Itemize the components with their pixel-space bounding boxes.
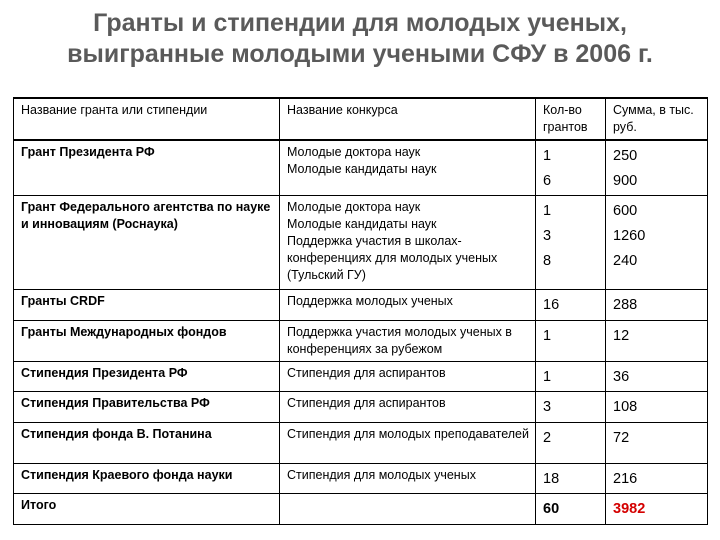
- sum-value: 900: [613, 173, 638, 189]
- count-cell: [536, 196, 606, 290]
- contest-line: Молодые кандидаты наук: [287, 162, 437, 176]
- count-value: 1: [543, 368, 552, 385]
- sum-cell: [606, 140, 708, 196]
- contest-line: Стипендия для аспирантов: [287, 396, 446, 411]
- count-value: 1: [543, 203, 552, 220]
- sum-value: 36: [613, 368, 630, 385]
- table-row: [14, 140, 708, 196]
- sum-cell: [606, 361, 708, 392]
- header-count: Кол-во грантов: [536, 98, 606, 140]
- total-sum: 3982: [606, 494, 708, 525]
- count-cell: [536, 290, 606, 321]
- table-row: [14, 463, 708, 494]
- grant-name-cell: Стипендия Правительства РФ: [14, 392, 280, 423]
- contest-line: Поддержка участия молодых ученых в конференциях за рубежом: [287, 324, 516, 356]
- count-cell: [536, 463, 606, 494]
- header-contest-name: Название конкурса: [280, 98, 536, 140]
- grant-name-cell: Стипендия фонда В. Потанина: [14, 422, 280, 463]
- sum-value: 600: [613, 203, 638, 220]
- contest-line: Молодые доктора наук: [287, 145, 421, 159]
- total-row: [14, 494, 708, 525]
- count-value: 8: [543, 253, 552, 270]
- contest-line: Поддержка молодых ученых: [287, 294, 453, 309]
- contest-name-cell: [280, 140, 536, 196]
- sum-value: 250: [613, 148, 638, 164]
- sum-cell: [606, 196, 708, 290]
- total-label: Итого: [14, 494, 280, 525]
- contest-name-cell: [280, 463, 536, 494]
- count-value: 3: [543, 228, 552, 245]
- sum-value: 288: [613, 297, 638, 314]
- contest-line: Стипендия для аспирантов: [287, 365, 446, 380]
- count-value: 1: [543, 148, 552, 164]
- sum-value: 72: [613, 429, 630, 446]
- count-value: 3: [543, 399, 552, 416]
- count-cell: [536, 361, 606, 392]
- contest-name-cell: [280, 320, 536, 361]
- contest-line: Стипендия для молодых преподавателей: [287, 426, 529, 441]
- count-cell: [536, 422, 606, 463]
- sum-value: 240: [613, 253, 638, 270]
- count-cell: [536, 320, 606, 361]
- grants-table: [13, 97, 708, 525]
- grant-name-cell: Гранты Международных фондов: [14, 320, 280, 361]
- grant-name-cell: Гранты CRDF: [14, 290, 280, 321]
- contest-name-cell: [280, 196, 536, 290]
- count-value: 6: [543, 173, 552, 189]
- sum-cell: [606, 463, 708, 494]
- count-value: 1: [543, 327, 552, 344]
- total-count: 60: [536, 494, 606, 525]
- table-row: [14, 392, 708, 423]
- grant-name-cell: Стипендия Президента РФ: [14, 361, 280, 392]
- count-value: 16: [543, 297, 560, 314]
- sum-cell: [606, 392, 708, 423]
- sum-cell: [606, 422, 708, 463]
- header-grant-name: Название гранта или стипендии: [14, 98, 280, 140]
- count-cell: [536, 392, 606, 423]
- title-line-2: выигранные молодыми учеными СФУ в 2006 г.: [67, 40, 653, 68]
- contest-line: Поддержка участия в школах-конференциях для молодых ученых (Тульский ГУ): [287, 234, 501, 283]
- table-row: [14, 290, 708, 321]
- sum-cell: [606, 320, 708, 361]
- count-cell: [536, 140, 606, 196]
- grant-name-cell: Стипендия Краевого фонда науки: [14, 463, 280, 494]
- sum-value: 108: [613, 399, 638, 416]
- contest-name-cell: [280, 422, 536, 463]
- contest-name-cell: [280, 392, 536, 423]
- table-row: [14, 361, 708, 392]
- table-row: [14, 422, 708, 463]
- count-value: 18: [543, 470, 560, 487]
- contest-line: Молодые доктора наук: [287, 200, 421, 215]
- sum-value: 216: [613, 470, 638, 487]
- sum-value: 12: [613, 327, 630, 344]
- header-sum: Сумма, в тыс. руб.: [606, 98, 708, 140]
- contest-line: Стипендия для молодых ученых: [287, 467, 476, 482]
- table-row: [14, 196, 708, 290]
- table-header-row: [14, 98, 708, 140]
- sum-cell: [606, 290, 708, 321]
- contest-name-cell: [280, 361, 536, 392]
- table-row: [14, 320, 708, 361]
- count-value: 2: [543, 429, 552, 446]
- sum-value: 1260: [613, 228, 646, 245]
- total-contest: [280, 494, 536, 525]
- title-line-1: Гранты и стипендии для молодых ученых,: [93, 9, 627, 37]
- grant-name-cell: Грант Федерального агентства по науке и инновациям (Роснаука): [14, 196, 280, 290]
- grant-name-cell: Грант Президента РФ: [14, 140, 280, 196]
- contest-line: Молодые кандидаты наук: [287, 217, 437, 232]
- contest-name-cell: [280, 290, 536, 321]
- page-title: [0, 8, 720, 70]
